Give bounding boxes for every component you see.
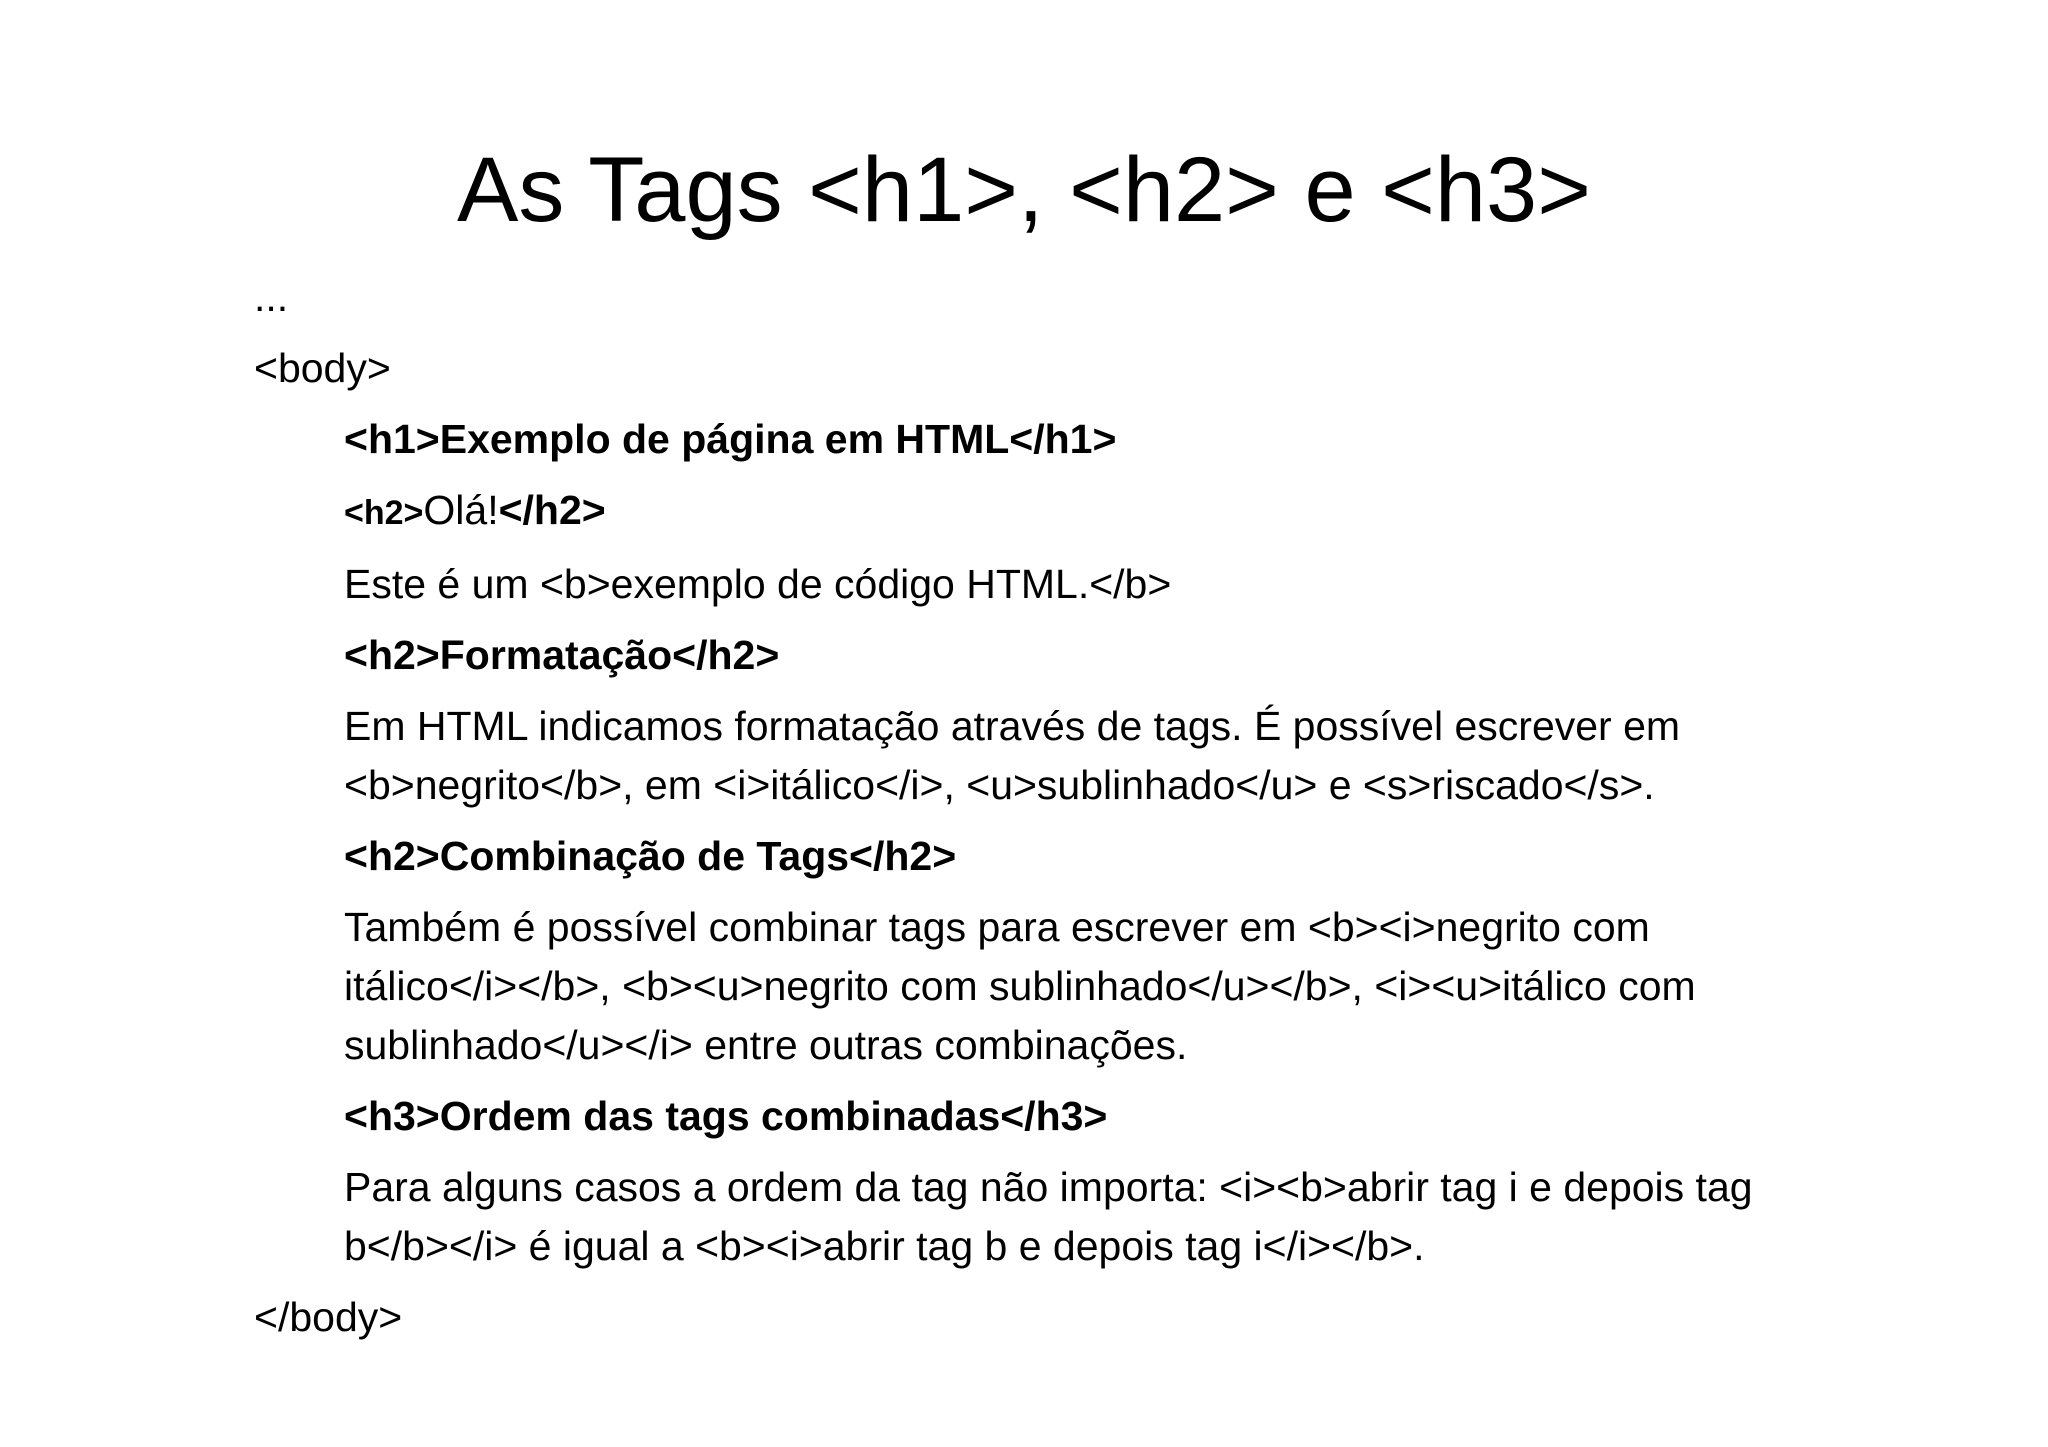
code-para-3-line-2: itálico</i></b>, <b><u>negrito com sublinhado</u></b>, <i><u>itálico com bbox=[344, 963, 1696, 1009]
code-para-4-line-1: Para alguns casos a ordem da tag não importa: <i><b>abrir tag i e depois tag bbox=[344, 1164, 1753, 1210]
code-para-3-line-3: sublinhado</u></i> entre outras combinações. bbox=[344, 1022, 1188, 1068]
code-para-4-line-2: b</b></i> é igual a <b><i>abrir tag b e depois tag i</i></b>. bbox=[344, 1223, 1425, 1269]
code-h2-combinacao: <h2>Combinação de Tags</h2> bbox=[344, 833, 957, 879]
code-para-3-line-1: Também é possível combinar tags para escrever em <b><i>negrito com bbox=[344, 904, 1650, 950]
code-h1-line: <h1>Exemplo de página em HTML</h1> bbox=[344, 416, 1117, 462]
code-h2-close-tag: </h2> bbox=[498, 487, 606, 533]
code-ellipsis: ... bbox=[254, 274, 289, 320]
code-h2-open-tag: <h2> bbox=[344, 494, 424, 532]
code-para-1: Este é um <b>exemplo de código HTML.</b> bbox=[344, 561, 1172, 607]
code-para-2-line-2: <b>negrito</b>, em <i>itálico</i>, <u>sublinhado</u> e <s>riscado</s>. bbox=[344, 762, 1655, 808]
slide-title: As Tags <h1>, <h2> e <h3> bbox=[457, 139, 1591, 241]
code-h2-ola-line bbox=[254, 481, 1894, 543]
code-body-close: </body> bbox=[254, 1294, 403, 1340]
code-h2-ola-text: Olá! bbox=[423, 487, 499, 533]
code-listing bbox=[254, 268, 1894, 1347]
code-para-2-line-1: Em HTML indicamos formatação através de tags. É possível escrever em bbox=[344, 703, 1681, 749]
code-h2-formatacao: <h2>Formatação</h2> bbox=[344, 632, 780, 678]
code-body-open: <body> bbox=[254, 345, 391, 391]
code-h3-ordem: <h3>Ordem das tags combinadas</h3> bbox=[344, 1093, 1108, 1139]
